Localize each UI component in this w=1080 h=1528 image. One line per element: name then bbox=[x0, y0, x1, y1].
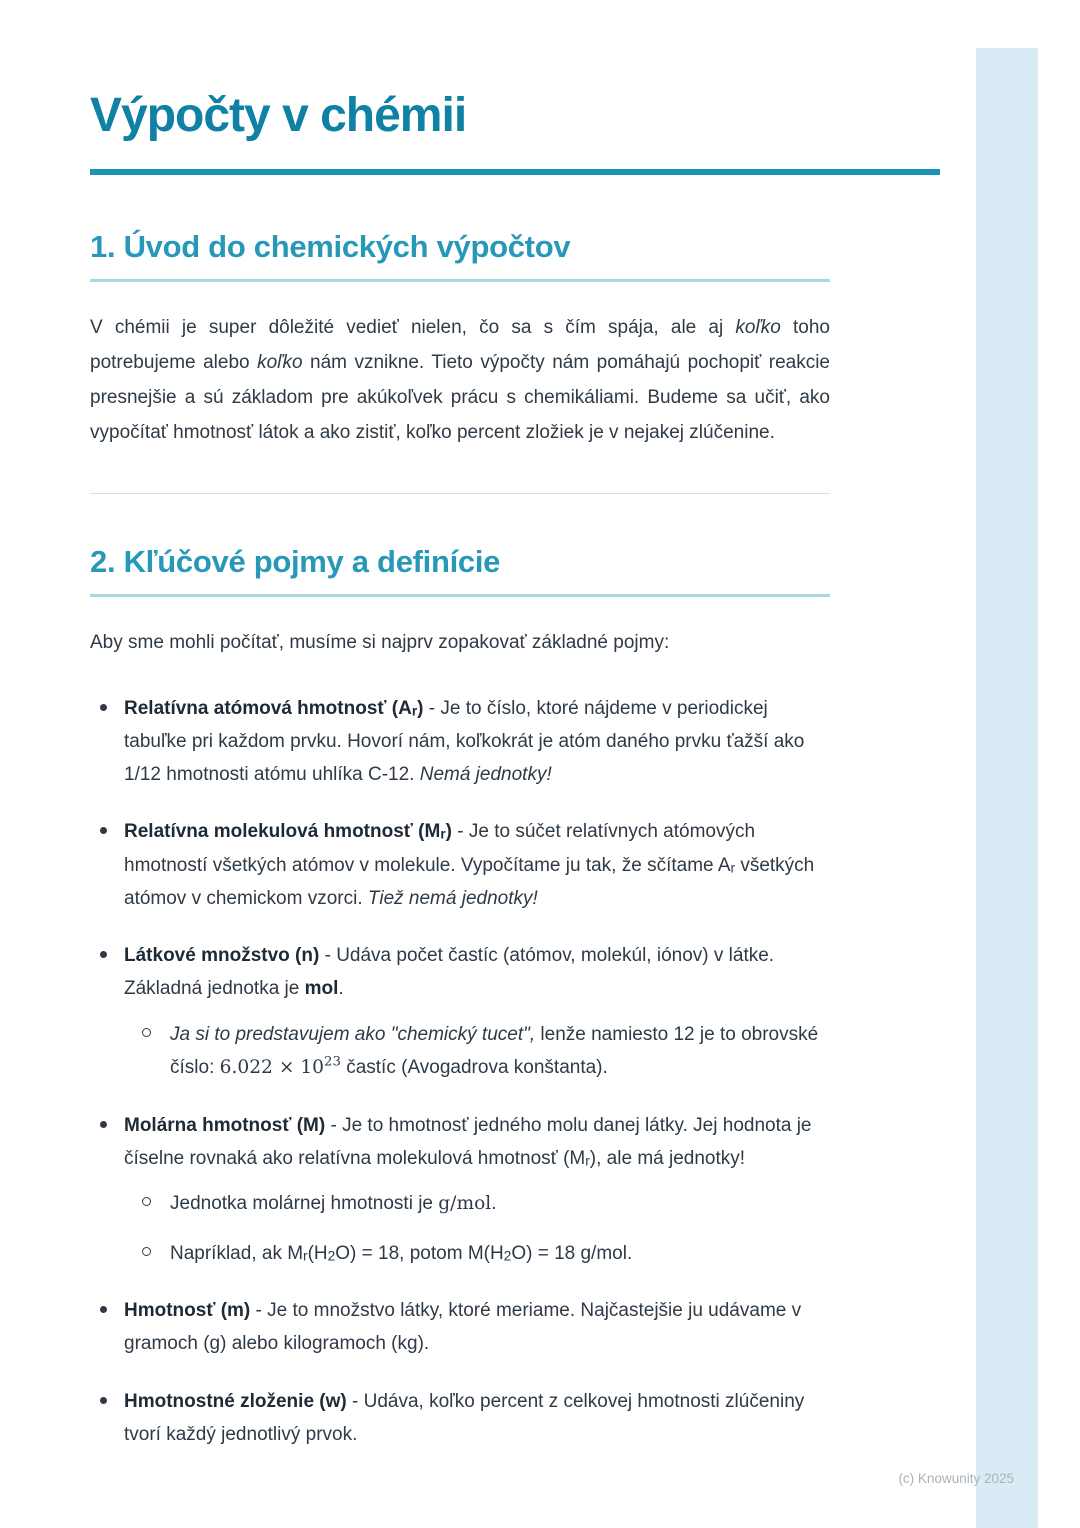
list-item-text bbox=[124, 1115, 812, 1169]
list-item-molar-mass bbox=[90, 1109, 830, 1270]
title-rule bbox=[90, 169, 940, 175]
text-segment: - Je to číslo, ktoré nájdeme v periodickej tabuľke pri každom prvku. Hovorí nám, koľkokrát je atóm daného prvku ťažší ako 1/12 hmotnosti atómu uhlíka C-12. bbox=[124, 697, 805, 786]
decorative-stripe bbox=[976, 48, 1038, 1528]
sub-list-item-text bbox=[170, 1024, 818, 1079]
list-item-relative-molecular-mass bbox=[90, 815, 830, 915]
text-segment: 2 bbox=[327, 1248, 336, 1264]
text-segment: toho potrebujeme alebo bbox=[90, 317, 830, 374]
text-segment: lenže namiesto 12 je to obrovské číslo: bbox=[170, 1023, 819, 1079]
list-item-text bbox=[124, 1300, 801, 1354]
text-segment: Hmotnosť (m) bbox=[124, 1300, 251, 1322]
list-item-mass-composition bbox=[90, 1385, 830, 1452]
sub-list-item-example bbox=[140, 1237, 830, 1270]
text-segment: Látkové množstvo (n) bbox=[124, 945, 320, 967]
list-item-relative-atomic-mass bbox=[90, 692, 830, 792]
section-divider bbox=[90, 493, 830, 494]
text-segment: (H bbox=[307, 1242, 328, 1264]
sub-list-item-text bbox=[170, 1243, 632, 1264]
text-segment: Napríklad, ak M bbox=[170, 1242, 304, 1264]
text-segment: O) = 18, potom M(H bbox=[335, 1242, 504, 1264]
text-segment: - Udáva počet častíc (atómov, molekúl, iónov) v látke. Základná jednotka je bbox=[124, 945, 775, 1000]
text-segment: g/mol bbox=[438, 1193, 492, 1215]
text-segment: . bbox=[491, 1193, 497, 1215]
section-intro bbox=[90, 229, 830, 451]
text-segment: O) = 18 g/mol. bbox=[511, 1242, 633, 1264]
text-segment: 6.022 × 10 bbox=[219, 1057, 325, 1079]
list-item-mass bbox=[90, 1294, 830, 1361]
text-segment: Nemá jednotky! bbox=[419, 764, 552, 786]
section-terms bbox=[90, 544, 830, 1452]
text-segment: r bbox=[730, 860, 736, 876]
text-segment: r bbox=[411, 703, 418, 719]
text-segment: mol bbox=[304, 978, 339, 1000]
list-item-text bbox=[124, 1391, 804, 1445]
list-item-text bbox=[124, 821, 814, 909]
page-title: Výpočty v chémii bbox=[90, 89, 467, 142]
sub-list-item-text bbox=[170, 1193, 497, 1214]
text-segment: Relatívna atómová hmotnosť (A bbox=[124, 697, 412, 719]
intro-paragraph bbox=[90, 310, 830, 451]
text-segment: Jednotka molárnej hmotnosti je bbox=[170, 1193, 439, 1215]
text-segment: Tiež nemá jednotky! bbox=[367, 887, 538, 909]
text-segment: - Udáva, koľko percent z celkovej hmotnosti zlúčeniny tvorí každý jednotlivý prvok. bbox=[124, 1390, 805, 1445]
text-segment: - Je to hmotnosť jedného molu danej látky. Jej hodnota je číselne rovnaká ako relatívna molekulová hmotnosť (M bbox=[124, 1114, 812, 1170]
text-segment: r bbox=[303, 1248, 308, 1264]
content-area bbox=[90, 88, 940, 1475]
terms-list bbox=[90, 692, 830, 1452]
list-item-text bbox=[124, 945, 774, 999]
text-segment: ) bbox=[445, 821, 452, 843]
text-segment: ) bbox=[417, 697, 424, 719]
text-segment: všetkých atómov v chemickom vzorci. bbox=[124, 854, 815, 909]
list-item-amount-of-substance bbox=[90, 939, 830, 1085]
text-segment: V chémii je super dôležité vedieť nielen, čo sa s čím spája, ale aj bbox=[90, 317, 736, 338]
text-segment: Relatívna molekulová hmotnosť (M bbox=[124, 821, 441, 843]
text-segment: koľko bbox=[735, 317, 781, 338]
text-segment: r bbox=[440, 826, 446, 842]
text-segment: 23 bbox=[324, 1054, 341, 1070]
text-segment: častíc (Avogadrova konštanta). bbox=[340, 1057, 608, 1079]
text-segment: r bbox=[585, 1153, 590, 1169]
text-segment: - Je to súčet relatívnych atómových hmotností všetkých atómov v molekule. Vypočítame ju tak, že sčítame A bbox=[124, 821, 756, 876]
text-segment: 2 bbox=[503, 1248, 512, 1264]
terms-intro: Aby sme mohli počítať, musíme si najprv zopakovať základné pojmy: bbox=[90, 631, 670, 653]
copyright-footer: (c) Knowunity 2025 bbox=[898, 1471, 1014, 1486]
text-segment: Molárna hmotnosť (M) bbox=[124, 1114, 326, 1136]
text-segment: Hmotnostné zloženie (w) bbox=[124, 1390, 347, 1412]
text-segment: koľko bbox=[257, 352, 303, 374]
section-2-heading: 2. Kľúčové pojmy a definície bbox=[90, 544, 830, 597]
text-segment: ), ale má jednotky! bbox=[589, 1148, 746, 1170]
sub-list-item-unit bbox=[140, 1187, 830, 1221]
text-segment: Ja si to predstavujem ako "chemický tucet", bbox=[170, 1023, 536, 1045]
sub-list bbox=[140, 1187, 830, 1270]
text-segment: nám vznikne. Tieto výpočty nám pomáhajú pochopiť reakcie presnejšie a sú základom pre akúkoľvek prácu s chemikáliami. Budeme sa učiť, ako vypočítať hmotnosť látok a ako zistiť, koľko percent zložiek je v nejakej zlúčenine. bbox=[90, 352, 830, 444]
section-1-heading: 1. Úvod do chemických výpočtov bbox=[90, 229, 830, 282]
sub-list bbox=[140, 1018, 830, 1085]
list-item-text bbox=[124, 698, 804, 786]
text-segment: - Je to množstvo látky, ktoré meriame. Najčastejšie ju udávame v gramoch (g) alebo kilogramoch (kg). bbox=[124, 1300, 802, 1355]
sub-list-item-avogadro bbox=[140, 1018, 830, 1085]
text-segment: . bbox=[338, 978, 344, 1000]
